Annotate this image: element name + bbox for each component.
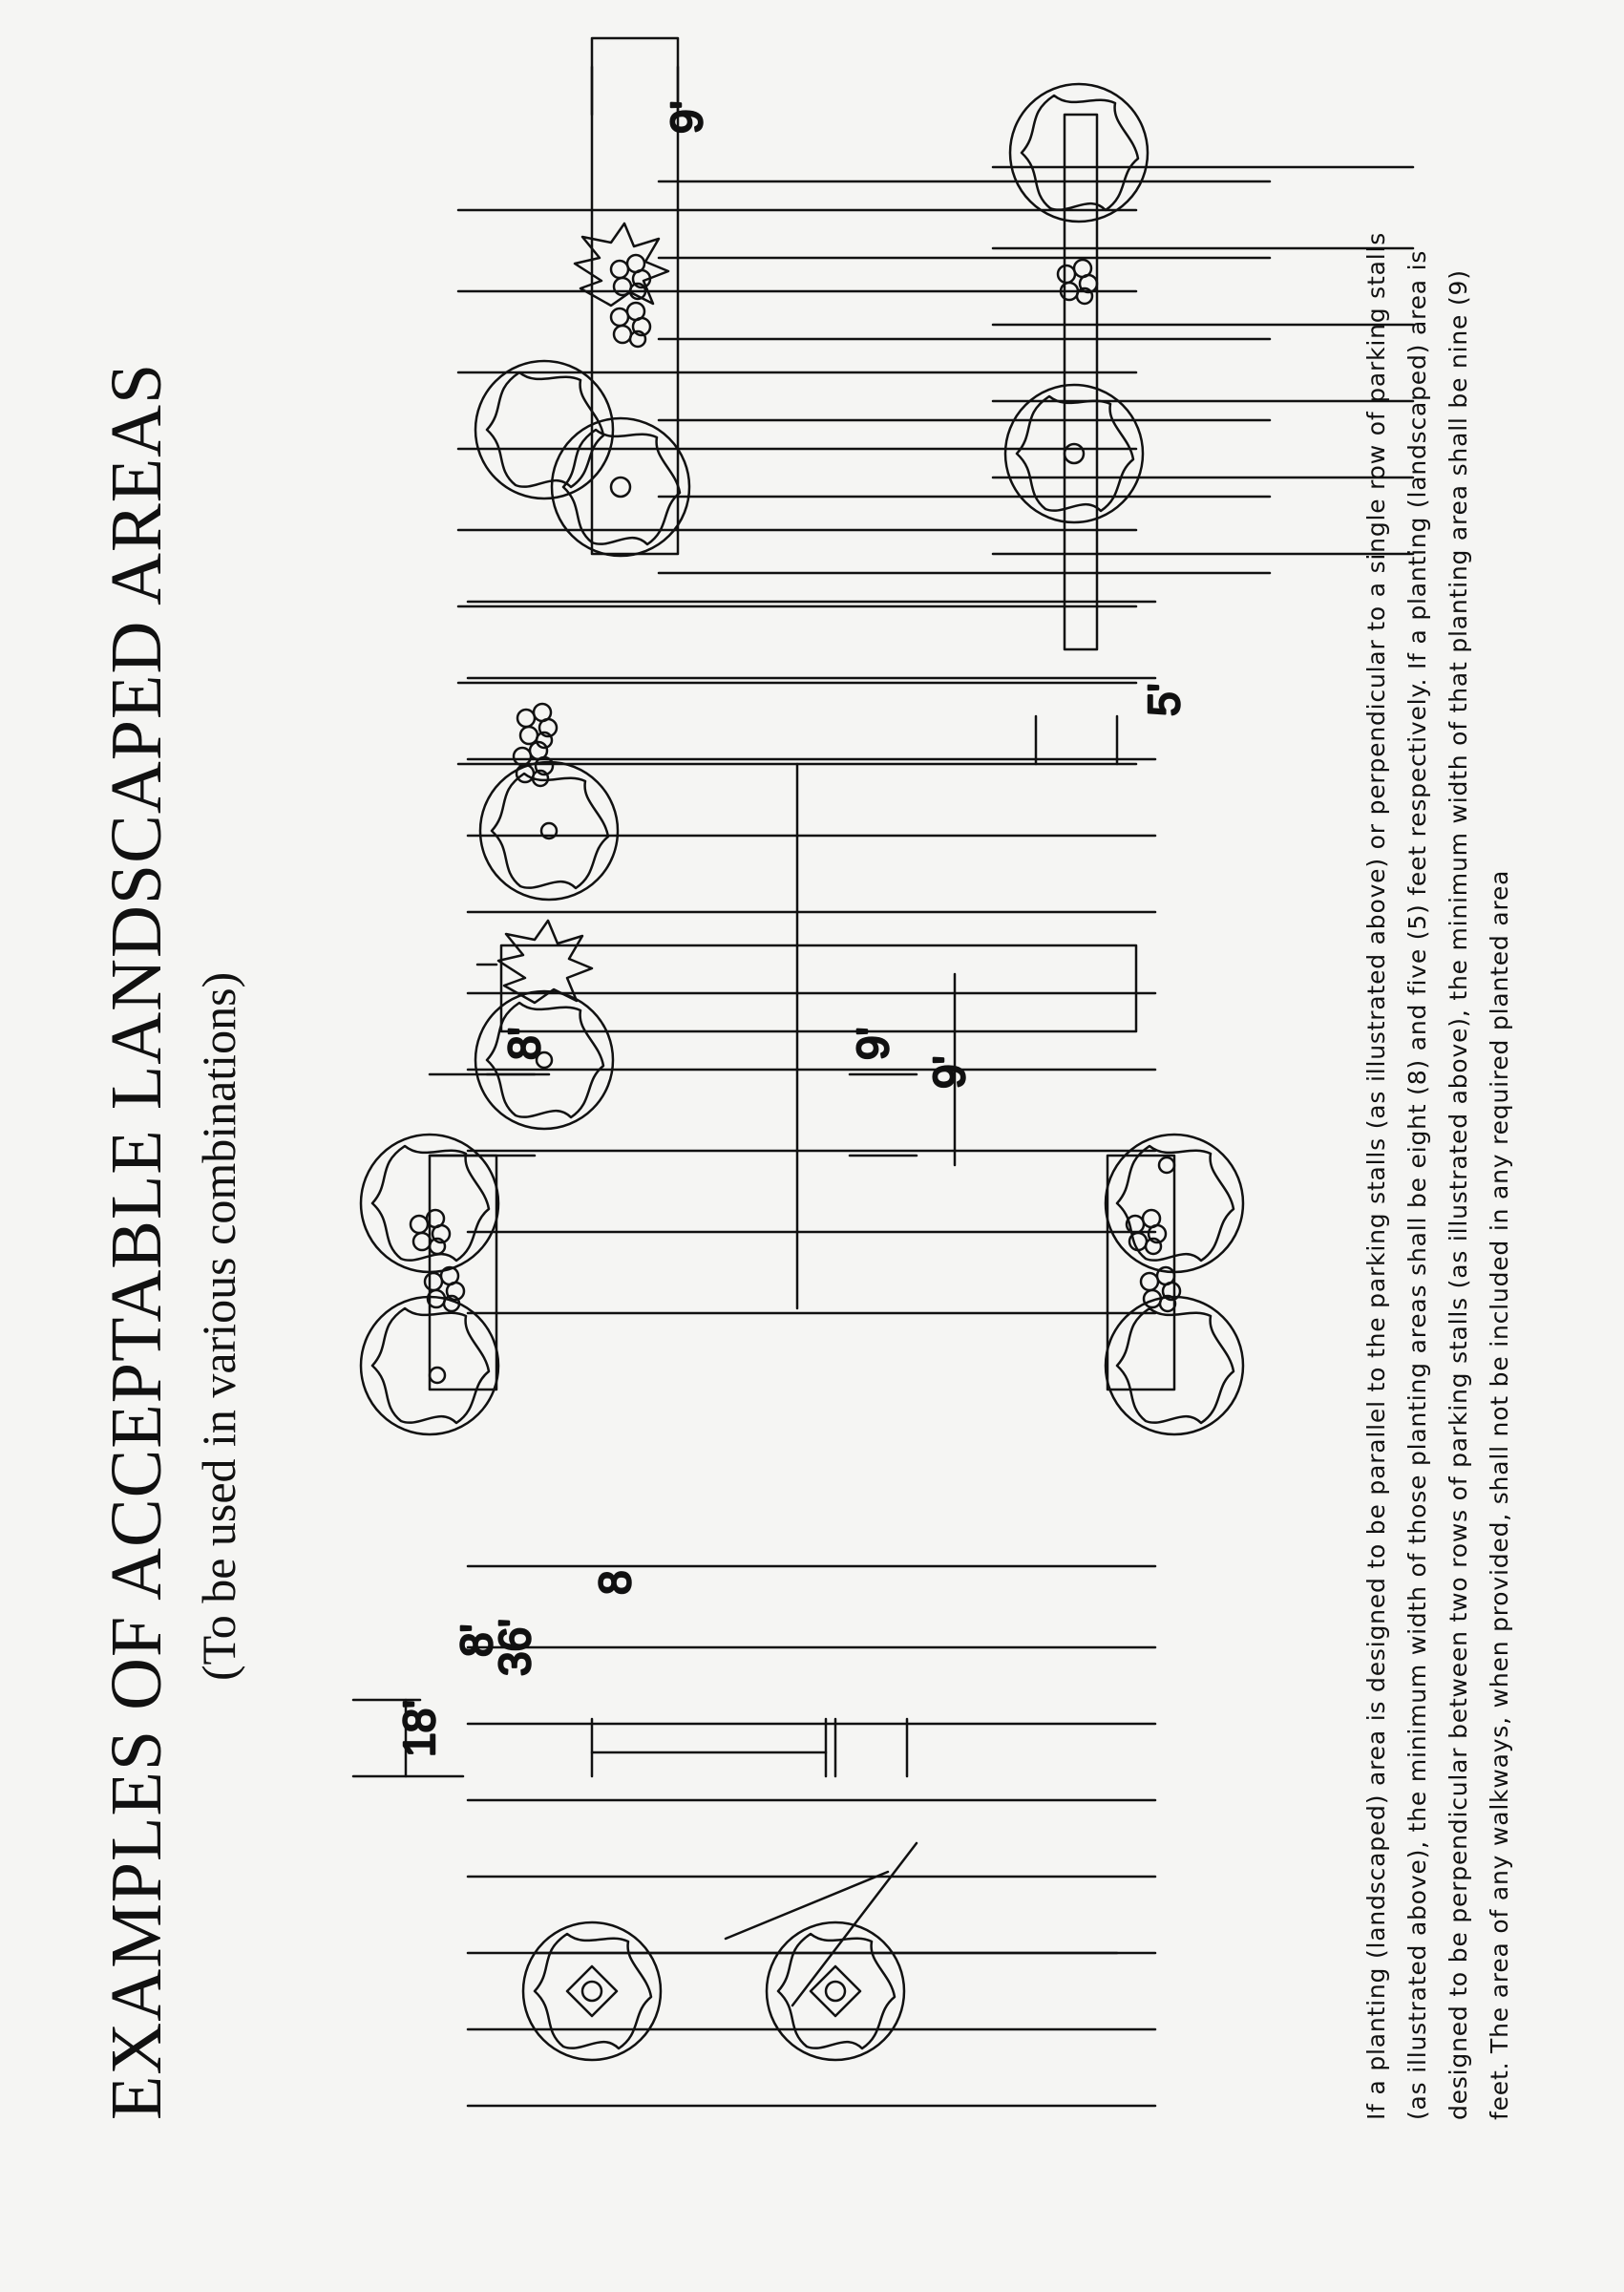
tree-a2 (767, 1922, 904, 2060)
dim-b-9-label: 9' (848, 1027, 897, 1060)
diagram-d (552, 38, 1270, 573)
diagram-e (993, 84, 1413, 764)
island-top (430, 1156, 496, 1390)
dim-36-label: 36' (490, 1619, 539, 1676)
dim-b-8-label: 8' (499, 1027, 549, 1060)
dimension-8-top (835, 1719, 907, 1776)
shrub-e1 (1058, 260, 1097, 304)
page-subtitle: (To be used in various combinations) (192, 971, 245, 1681)
island-bottom (1107, 1156, 1174, 1390)
stall-lines-c (458, 210, 1136, 764)
dim-c-9-label: 9' (924, 1055, 974, 1089)
dimension-b-9 (850, 1074, 917, 1156)
tree-e2 (1010, 84, 1148, 222)
planting-mark (430, 1368, 445, 1383)
dim-e-5-label: 5' (1139, 683, 1189, 716)
island-c (501, 945, 1136, 1031)
dim-8-diag-label: 8' (452, 1624, 501, 1657)
tree-e1 (1005, 385, 1143, 522)
dim-18-label: 18' (394, 1700, 444, 1757)
dim-d-9-label: 9' (662, 100, 711, 134)
page-title: EXAMPLES OF ACCEPTABLE LANDSCAPED AREAS (96, 362, 177, 2120)
stall-lines-a-left (468, 1566, 1155, 2106)
bush-d (575, 223, 668, 306)
dim-8-top-label: 8 (590, 1570, 640, 1595)
shrub-d1 (611, 303, 650, 347)
tree-c1 (475, 991, 613, 1129)
planting-mark (1159, 1157, 1174, 1173)
stall-lines-d (659, 181, 1270, 573)
diagram-b (361, 602, 1243, 1434)
tree-a1 (523, 1922, 661, 2060)
dimension-e-5 (1036, 716, 1117, 764)
dimension-36 (592, 1719, 826, 1776)
shrub-b1 (425, 1267, 464, 1311)
tree-c2 (480, 762, 618, 900)
requirements-paragraph: If a planting (landscaped) area is designed to be parallel to the parking stalls (as illustrated above) or perpendicular to a single row of parking stalls (as illustrated above), the minimum width of those planting areas shall be eight (8) and five (5) feet respectively. If a planting (landscaped) area is designed to be perpendicular between two rows of parking stalls (as illustrated above), the minimum width of that planting area shall be nine (9) feet. The area of any walkways, when provided, shall not be included in any required planted area (1362, 231, 1513, 2120)
dimension-b-8 (430, 1074, 549, 1156)
shrub-c2 (517, 704, 557, 748)
island-e (1065, 115, 1097, 649)
